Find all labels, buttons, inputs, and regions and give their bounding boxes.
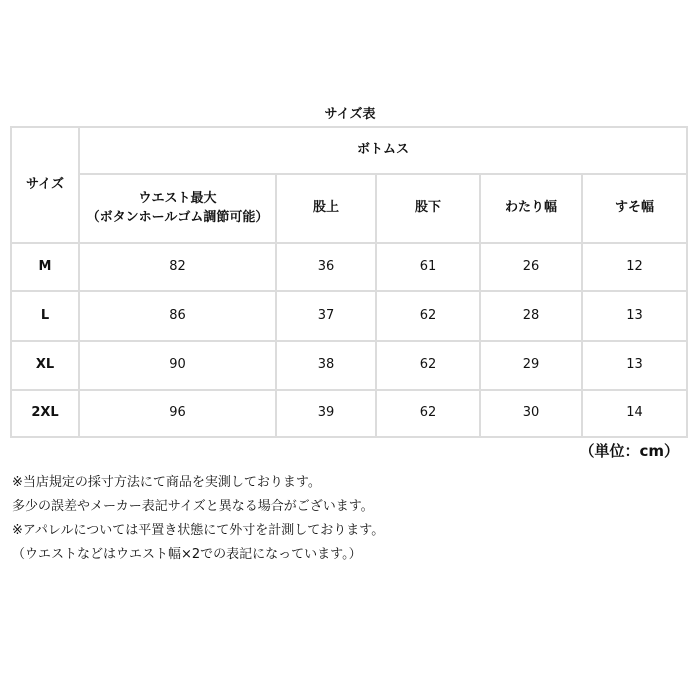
note-line: ※アパレルについては平置き状態にて外寸を計測しております。 xyxy=(12,523,385,538)
row-size-label: L xyxy=(11,291,79,341)
table-cell: 62 xyxy=(376,390,480,437)
bottoms-group-header: ボトムス xyxy=(79,127,687,174)
table-cell: 61 xyxy=(376,243,480,291)
table-cell: 86 xyxy=(79,291,276,341)
table-cell: 30 xyxy=(480,390,582,437)
column-header-waist-label: ウエスト最大 xyxy=(138,190,217,206)
notes xyxy=(12,471,384,567)
page-title: サイズ表 xyxy=(324,107,376,122)
table-cell: 36 xyxy=(276,243,376,291)
table-cell: 96 xyxy=(79,390,276,437)
table-cell: 82 xyxy=(79,243,276,291)
table-cell: 13 xyxy=(582,341,687,390)
table-cell: 37 xyxy=(276,291,376,341)
header-row-group xyxy=(11,127,687,174)
note-line: 多少の誤差やメーカー表記サイズと異なる場合がございます。 xyxy=(12,499,374,514)
table-row xyxy=(11,390,687,437)
table-cell: 28 xyxy=(480,291,582,341)
table-cell: 26 xyxy=(480,243,582,291)
note-line: ※当店規定の採寸方法にて商品を実測しております。 xyxy=(12,475,321,490)
table-cell: 14 xyxy=(582,390,687,437)
column-header-rise: 股上 xyxy=(276,174,376,243)
table-cell: 62 xyxy=(376,291,480,341)
table-cell: 39 xyxy=(276,390,376,437)
table-cell: 62 xyxy=(376,341,480,390)
column-header-thigh-width: わたり幅 xyxy=(480,174,582,243)
table-row xyxy=(11,243,687,291)
table-row xyxy=(11,341,687,390)
row-size-label: XL xyxy=(11,341,79,390)
table-cell: 38 xyxy=(276,341,376,390)
size-table xyxy=(10,126,688,438)
table-cell: 12 xyxy=(582,243,687,291)
row-size-label: M xyxy=(11,243,79,291)
table-row xyxy=(11,291,687,341)
table-cell: 29 xyxy=(480,341,582,390)
note-line: （ウエストなどはウエスト幅×2での表記になっています。） xyxy=(12,547,362,562)
column-header-waist-note: （ボタンホールゴム調節可能） xyxy=(86,209,269,225)
column-header-inseam: 股下 xyxy=(376,174,480,243)
table-cell: 13 xyxy=(582,291,687,341)
column-header-hem-width: すそ幅 xyxy=(582,174,687,243)
table-cell: 90 xyxy=(79,341,276,390)
header-row-columns xyxy=(11,174,687,243)
unit-label: （単位：cm） xyxy=(579,442,679,460)
row-size-label: 2XL xyxy=(11,390,79,437)
column-header-waist xyxy=(79,174,276,243)
size-column-header: サイズ xyxy=(11,127,79,243)
